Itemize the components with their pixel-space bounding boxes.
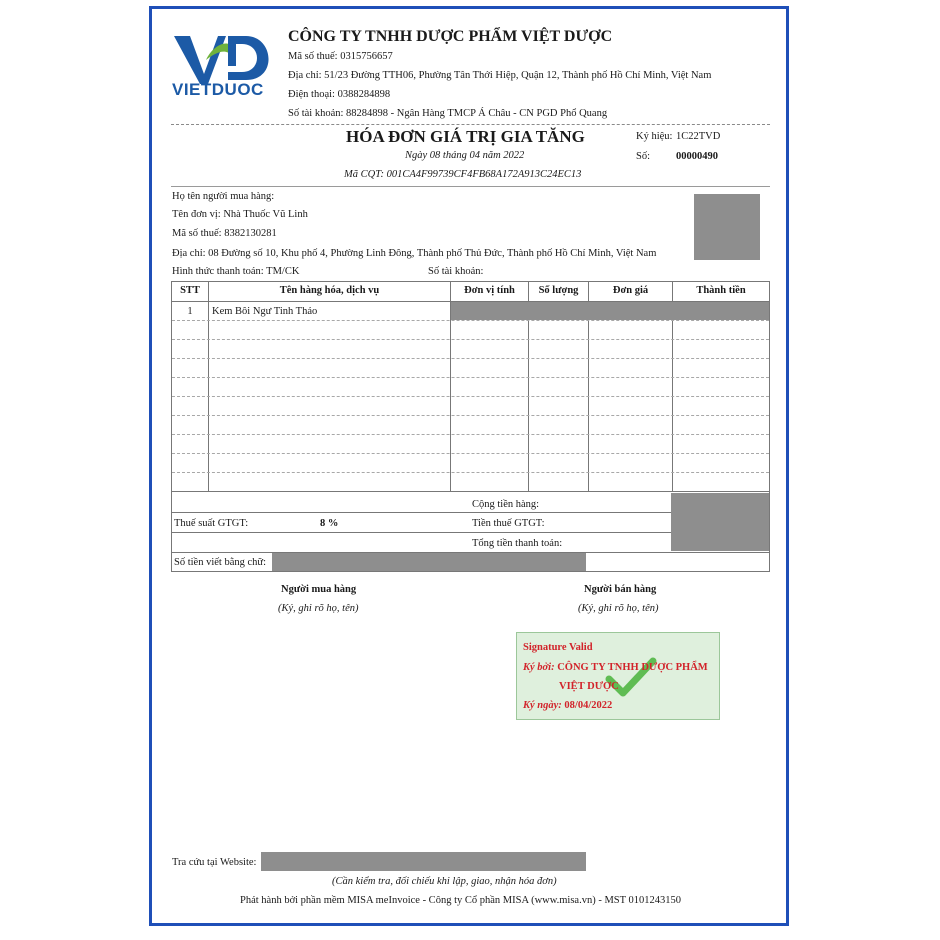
redacted-qr-code <box>694 194 760 260</box>
number-label: Số: <box>636 151 651 162</box>
issued-by-note: Phát hành bởi phần mềm MISA meInvoice - Công ty Cổ phần MISA (www.misa.vn) - MST 0101243150 <box>240 895 681 906</box>
amount-in-words-label: Số tiền viết bằng chữ: <box>174 557 267 568</box>
redacted-website <box>261 852 586 871</box>
invoice-cqt-code: Mã CQT: 001CA4F99739CF4FB68A172A913C24EC13 <box>344 169 582 180</box>
signed-by-company-line-2: VIỆT DƯỢC <box>559 681 619 692</box>
buyer-account: Số tài khoản: <box>428 266 484 277</box>
col-header-stt: STT <box>180 285 200 296</box>
vat-rate-value: 8 % <box>320 518 339 529</box>
title-divider <box>171 186 770 187</box>
total-label: Tổng tiền thanh toán: <box>472 538 563 549</box>
signed-by-company: CÔNG TY TNHH DƯỢC PHẨM <box>557 662 708 673</box>
signature-valid-text: Signature Valid <box>523 642 593 653</box>
signed-by-label: Ký bởi: <box>523 662 555 673</box>
subtotal-label: Cộng tiền hàng: <box>472 499 540 510</box>
logo-text: VIETDUOC <box>172 80 264 99</box>
col-header-unit: Đơn vị tính <box>464 285 515 296</box>
symbol-label: Ký hiệu: <box>636 131 673 142</box>
buyer-tax-code: Mã số thuế: 8382130281 <box>172 228 277 239</box>
payment-method: Hình thức thanh toán: TM/CK <box>172 266 300 277</box>
buyer-signature-note: (Ký, ghi rõ họ, tên) <box>278 603 359 614</box>
lookup-website-label: Tra cứu tại Website: <box>172 857 257 868</box>
col-header-price: Đơn giá <box>612 285 649 296</box>
number-value: 00000490 <box>676 151 718 162</box>
company-address: Địa chỉ: 51/23 Đường TTH06, Phường Tân Thới Hiệp, Quận 12, Thành phố Hồ Chí Minh, Việt Nam <box>288 70 712 81</box>
col-header-item: Tên hàng hóa, dịch vụ <box>279 285 380 296</box>
items-table <box>171 281 770 492</box>
signed-date-value: 08/04/2022 <box>564 700 613 711</box>
signed-date-label: Ký ngày: <box>523 700 562 711</box>
vat-amount-label: Tiền thuế GTGT: <box>472 518 545 529</box>
buyer-address: Địa chỉ: 08 Đường số 10, Khu phố 4, Phường Linh Đông, Thành phố Thủ Đức, Thành phố Hồ Chí Minh, Việt Nam <box>172 248 657 259</box>
redacted-row-values <box>451 302 769 320</box>
seller-signature-title: Người bán hàng <box>584 584 657 595</box>
redacted-amount-in-words <box>272 553 586 571</box>
seller-signature-note: (Ký, ghi rõ họ, tên) <box>578 603 659 614</box>
row-1-stt: 1 <box>187 306 193 317</box>
col-header-quantity: Số lượng <box>538 285 579 296</box>
vat-rate-label: Thuế suất GTGT: <box>174 518 249 529</box>
buyer-signature-title: Người mua hàng <box>281 584 357 595</box>
buyer-name-label: Họ tên người mua hàng: <box>172 191 275 202</box>
digital-signature-stamp <box>516 632 720 720</box>
company-tax-code: Mã số thuế: 0315756657 <box>288 51 393 62</box>
company-phone: Điện thoại: 0388284898 <box>288 89 391 100</box>
header-divider <box>171 124 770 125</box>
invoice-title: HÓA ĐƠN GIÁ TRỊ GIA TĂNG <box>346 127 585 146</box>
symbol-value: 1C22TVD <box>676 131 721 142</box>
row-1-item-name: Kem Bôi Ngư Tinh Thảo <box>212 306 318 317</box>
company-name: CÔNG TY TNHH DƯỢC PHẨM VIỆT DƯỢC <box>288 28 613 45</box>
redacted-totals <box>671 493 769 551</box>
check-note: (Cần kiểm tra, đối chiếu khi lập, giao, nhận hóa đơn) <box>332 876 557 887</box>
col-header-amount: Thành tiền <box>696 285 746 296</box>
company-bank: Số tài khoản: 88284898 - Ngân Hàng TMCP Á Châu - CN PGD Phổ Quang <box>288 108 608 119</box>
invoice-date: Ngày 08 tháng 04 năm 2022 <box>405 150 525 161</box>
buyer-unit: Tên đơn vị: Nhà Thuốc Vũ Linh <box>172 209 308 220</box>
